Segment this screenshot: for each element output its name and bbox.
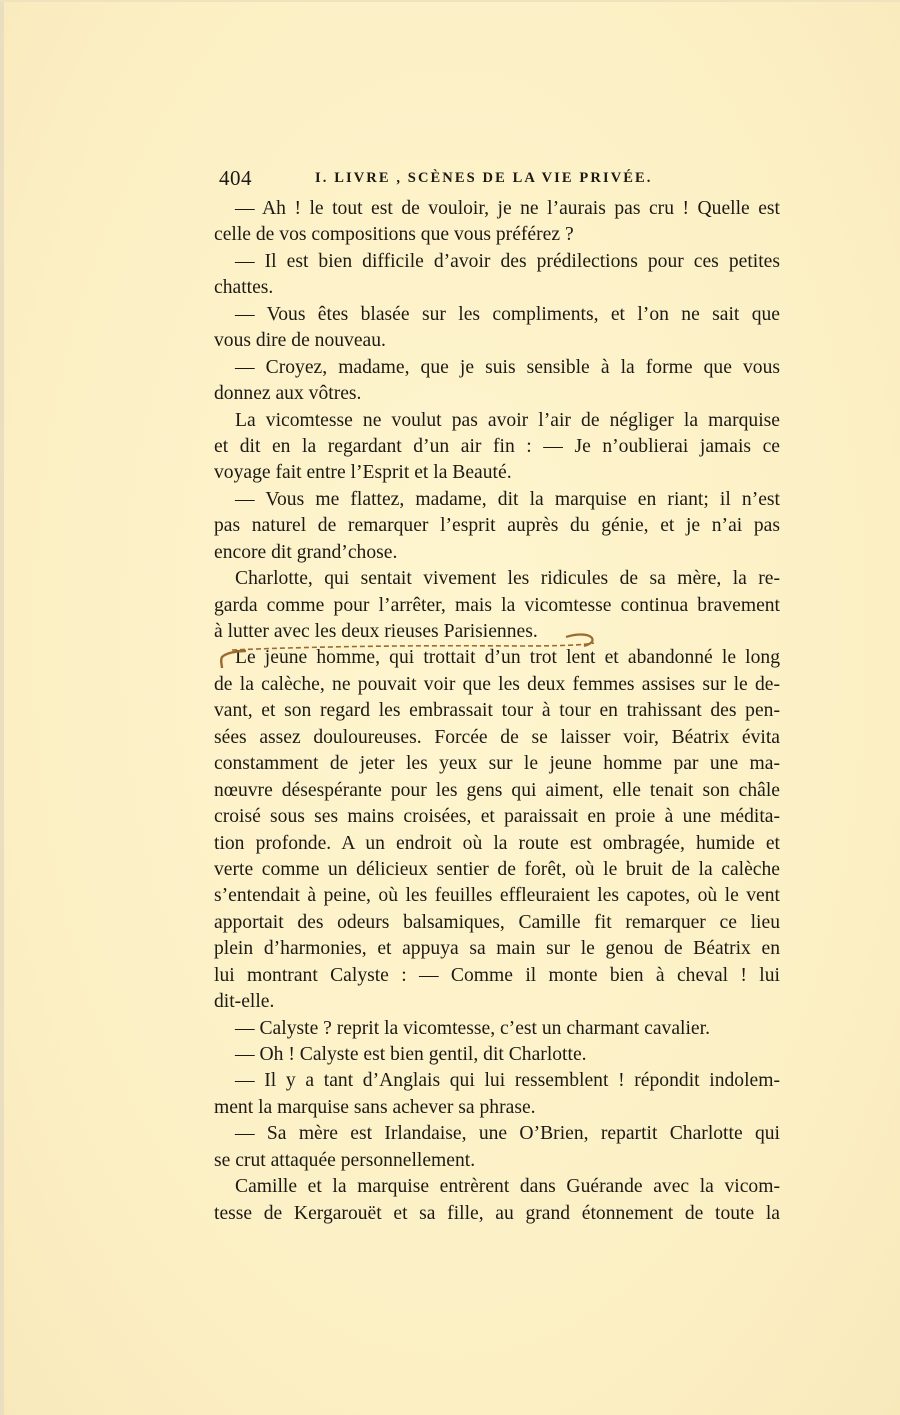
text-line-content: dit-elle. bbox=[214, 991, 275, 1013]
text-line-content: constamment de jeter les yeux sur le jeune homme par une ma- bbox=[214, 753, 780, 775]
text-line bbox=[214, 645, 780, 671]
text-line bbox=[214, 593, 780, 619]
text-line-content: — Il y a tant d’Anglais qui lui ressemblent ! répondit indolem- bbox=[235, 1070, 780, 1092]
text-line bbox=[214, 381, 780, 407]
text-line-content: voyage fait entre l’Esprit et la Beauté. bbox=[214, 462, 512, 484]
text-line-content: ment la marquise sans achever sa phrase. bbox=[214, 1096, 536, 1118]
text-line-content: garda comme pour l’arrêter, mais la vicomtesse continua bravement bbox=[214, 594, 780, 616]
text-line bbox=[214, 883, 780, 909]
text-line bbox=[214, 698, 780, 724]
text-line-content: tion profonde. A un endroit où la route est ombragée, humide et bbox=[214, 832, 780, 854]
text-line bbox=[214, 355, 780, 381]
text-line-content: — Vous êtes blasée sur les compliments, et l’on ne sait que bbox=[235, 303, 780, 325]
text-line-content: pas naturel de remarquer l’esprit auprès du génie, et je n’ai pas bbox=[214, 515, 780, 537]
text-line-content: Camille et la marquise entrèrent dans Guérande avec la vicom- bbox=[235, 1176, 780, 1198]
text-line bbox=[214, 936, 780, 962]
text-line-content: encore dit grand’chose. bbox=[214, 541, 398, 563]
text-line bbox=[214, 566, 780, 592]
text-line bbox=[214, 408, 780, 434]
text-line bbox=[214, 857, 780, 883]
text-line bbox=[214, 540, 780, 566]
text-line-content: apportait des odeurs balsamiques, Camille fit remarquer ce lieu bbox=[214, 911, 780, 933]
text-line-content: se crut attaquée personnellement. bbox=[214, 1149, 476, 1171]
text-line-content: de la calèche, ne pouvait voir que les deux femmes assises sur le de- bbox=[214, 673, 780, 695]
text-line bbox=[214, 1068, 780, 1094]
text-line bbox=[214, 196, 780, 222]
text-line bbox=[214, 910, 780, 936]
text-line bbox=[214, 619, 780, 645]
text-line bbox=[214, 222, 780, 248]
text-line bbox=[214, 751, 780, 777]
text-line-content: Charlotte, qui sentait vivement les ridicules de sa mère, la re- bbox=[235, 568, 780, 590]
text-line-content: chattes. bbox=[214, 277, 274, 299]
text-line bbox=[214, 328, 780, 354]
text-line-content: La vicomtesse ne voulut pas avoir l’air de négliger la marquise bbox=[235, 409, 780, 431]
text-line bbox=[214, 1148, 780, 1174]
text-line-content: celle de vos compositions que vous préférez ? bbox=[214, 224, 574, 246]
text-line bbox=[214, 831, 780, 857]
body-text bbox=[214, 196, 780, 1227]
text-line bbox=[214, 778, 780, 804]
text-line bbox=[214, 460, 780, 486]
text-line bbox=[214, 275, 780, 301]
text-line-content: vant, et son regard les embrassait tour à tour en trahissant des pen- bbox=[214, 700, 780, 722]
text-line-content: — Calyste ? reprit la vicomtesse, c’est un charmant cavalier. bbox=[235, 1017, 710, 1039]
text-line-content: vous dire de nouveau. bbox=[214, 330, 386, 352]
text-line bbox=[214, 249, 780, 275]
text-line-content: Le jeune homme, qui trottait d’un trot lent et abandonné le long bbox=[235, 647, 780, 669]
text-line bbox=[214, 513, 780, 539]
text-line bbox=[214, 302, 780, 328]
text-line-content: tesse de Kergarouët et sa fille, au grand étonnement de toute la bbox=[214, 1202, 780, 1224]
text-line-content: — Vous me flattez, madame, dit la marquise en riant; il n’est bbox=[235, 488, 780, 510]
text-line-content: verte comme un délicieux sentier de forêt, où le bruit de la calèche bbox=[214, 858, 780, 880]
text-line-content: — Ah ! le tout est de vouloir, je ne l’aurais pas cru ! Quelle est bbox=[235, 198, 780, 219]
text-line-content: — Oh ! Calyste est bien gentil, dit Charlotte. bbox=[235, 1044, 587, 1065]
text-line bbox=[214, 1121, 780, 1147]
page-header bbox=[219, 166, 681, 192]
text-line bbox=[214, 434, 780, 460]
text-line-content: nœuvre désespérante pour les gens qui aiment, elle tenait son châle bbox=[214, 779, 780, 801]
text-line bbox=[214, 963, 780, 989]
text-line bbox=[214, 989, 780, 1015]
page-edge bbox=[0, 0, 4, 1415]
page-number: 404 bbox=[219, 166, 252, 190]
text-line-content: sées assez douloureuses. Forcée de se laisser voir, Béatrix évita bbox=[214, 726, 780, 748]
text-line-content: et dit en la regardant d’un air fin : — Je n’oublierai jamais ce bbox=[214, 435, 780, 457]
text-line bbox=[214, 1016, 780, 1042]
text-line-content: s’entendait à peine, où les feuilles effleuraient les capotes, où le vent bbox=[214, 885, 780, 907]
text-line bbox=[214, 672, 780, 698]
text-line-content: — Sa mère est Irlandaise, une O’Brien, repartit Charlotte qui bbox=[235, 1123, 780, 1145]
text-line-content: lui montrant Calyste : — Comme il monte bien à cheval ! lui bbox=[214, 964, 780, 986]
text-line bbox=[214, 1201, 780, 1227]
text-line bbox=[214, 1174, 780, 1200]
text-line-content: donnez aux vôtres. bbox=[214, 383, 362, 405]
text-line bbox=[214, 487, 780, 513]
text-line-content: à lutter avec les deux rieuses Parisiennes. bbox=[214, 621, 538, 642]
text-line-content: — Croyez, madame, que je suis sensible à la forme que vous bbox=[235, 356, 780, 378]
running-head: I. LIVRE , SCÈNES DE LA VIE PRIVÉE. bbox=[315, 170, 653, 186]
text-line bbox=[214, 1095, 780, 1121]
text-line bbox=[214, 725, 780, 751]
page-edge-top bbox=[0, 0, 900, 2]
text-line-content: plein d’harmonies, et appuya sa main sur le genou de Béatrix en bbox=[214, 938, 780, 960]
text-line bbox=[214, 804, 780, 830]
text-line bbox=[214, 1042, 780, 1068]
text-line-content: croisé sous ses mains croisées, et paraissait en proie à une médita- bbox=[214, 806, 780, 828]
text-line-content: — Il est bien difficile d’avoir des prédilections pour ces petites bbox=[235, 250, 780, 272]
